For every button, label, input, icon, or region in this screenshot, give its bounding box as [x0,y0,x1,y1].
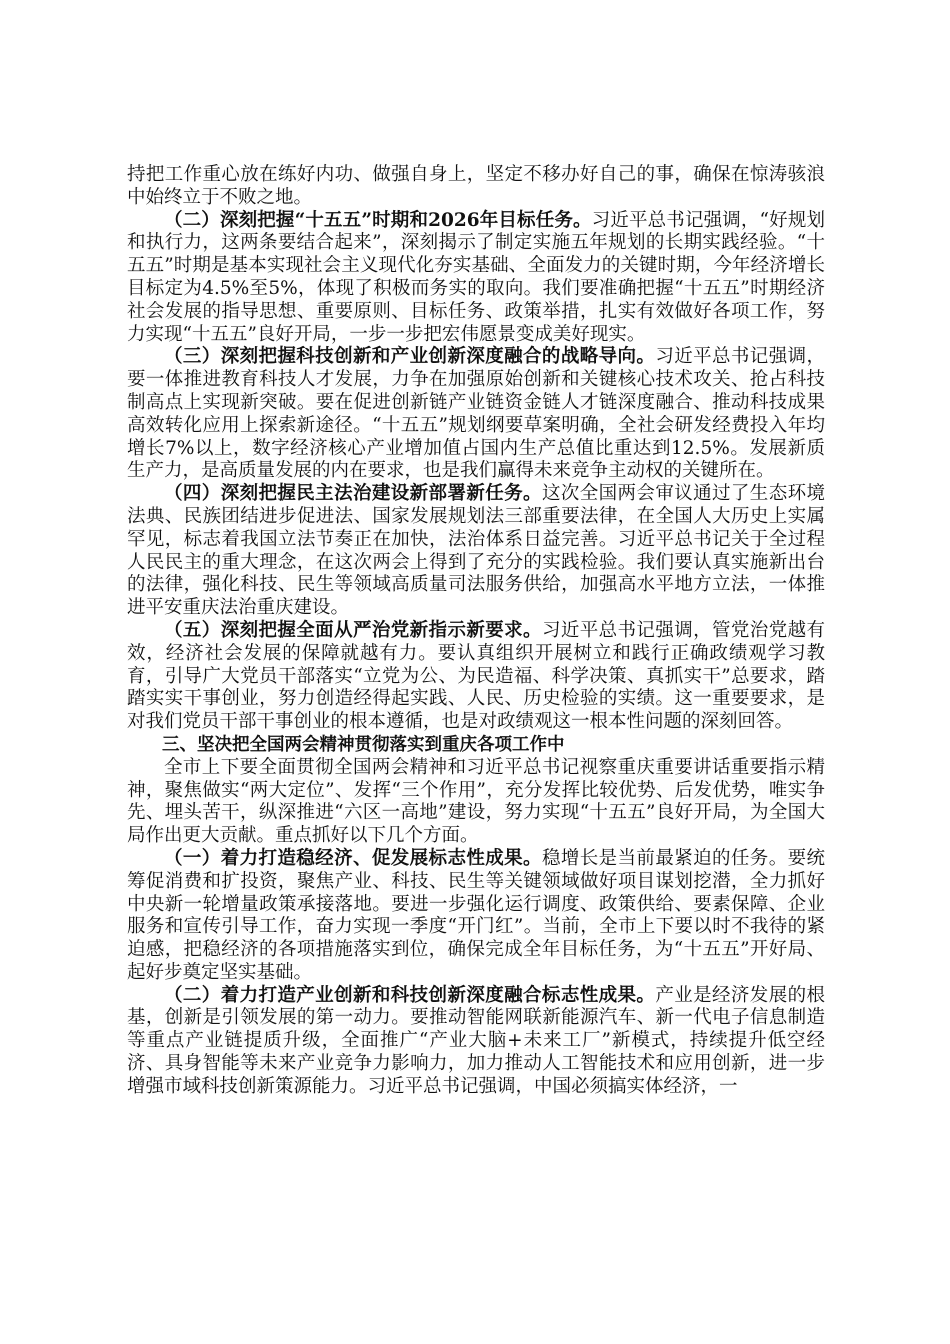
point-2-text: 习近平总书记强调，“好规划和执行力，这两条要结合起来”，深刻揭示了制定实施五年规划的长期实践经验。“十五五”时期是基本实现社会主义现代化夯实基础、全面发力的关键时期，今年经济增长目标定为4.5%至5%，体现了积极而务实的取向。我们要准确把握“十五五”时期经济社会发展的指导思想、重要原则、目标任务、政策举措，扎实有效做好各项工作，努力实现“十五五”良好开局，一步一步把宏伟愿景变成美好现实。 [127,209,825,345]
section-3-point-1-paragraph [127,848,825,985]
point-2-lead: （二）深刻把握“十五五”时期和2026年目标任务。 [164,209,592,231]
section-3-intro-paragraph [127,757,825,848]
continuation-paragraph [127,164,825,210]
section-3-heading: 三、坚决把全国两会精神贯彻落实到重庆各项工作中 [162,734,565,755]
section-3-point-2-paragraph [127,985,825,1099]
section-3-point-1-lead: （一）着力打造稳经济、促发展标志性成果。 [164,847,542,869]
point-4-text: 这次全国两会审议通过了生态环境法典、民族团结进步促进法、国家发展规划法三部重要法律，在全国人大历史上实属罕见，标志着我国立法节奏正在加快，法治体系日益完善。习近平总书记关于全过程人民民主的重大理念，在这次两会上得到了充分的实践检验。我们要认真实施新出台的法律，强化科技、民生等领域高质量司法服务供给，加强高水平地方立法，一体推进平安重庆法治重庆建设。 [127,483,825,619]
point-3-text: 习近平总书记强调，要一体推进教育科技人才发展，力争在加强原始创新和关键核心技术攻关、抢占科技制高点上实现新突破。要在促进创新链产业链资金链人才链深度融合、推动科技成果高效转化应用上探索新途径。“十五五”规划纲要草案明确，全社会研发经费投入年均增长7%以上，数字经济核心产业增加值占国内生产总值比重达到12.5%。发展新质生产力，是高质量发展的内在要求，也是我们赢得未来竞争主动权的关键所在。 [127,346,825,482]
point-5-text: 习近平总书记强调，管党治党越有效，经济社会发展的保障就越有力。要认真组织开展树立和践行正确政绩观学习教育，引导广大党员干部落实“立党为公、为民造福、科学决策、真抓实干”总要求，踏踏实实干事创业，努力创造经得起实践、人民、历史检验的实绩。这一重要要求，是对我们党员干部干事创业的根本遵循，也是对政绩观这一根本性问题的深刻回答。 [127,619,825,733]
point-5-lead: （五）深刻把握全面从严治党新指示新要求。 [164,619,542,641]
point-3-lead: （三）深刻把握科技创新和产业创新深度融合的战略导向。 [164,346,656,368]
point-2-paragraph [127,210,825,347]
section-3-point-1-text: 稳增长是当前最紧迫的任务。要统筹促消费和扩投资，聚焦产业、科技、民生等关键领域做好项目谋划挖潜，全力抓好中央新一轮增量政策承接落地。要进一步强化运行调度、政策供给、要素保障、企业服务和宣传引导工作，奋力实现一季度“开门红”。当前，全市上下要以时不我待的紧迫感，把稳经济的各项措施落实到位，确保完成全年目标任务，为“十五五”开好局、起好步奠定坚实基础。 [127,847,825,983]
paragraph-text: 持把工作重心放在练好内功、做强自身上，坚定不移办好自己的事，确保在惊涛骇浪中始终立于不败之地。 [127,164,825,208]
point-5-paragraph [127,620,825,734]
section-3-point-2-text: 产业是经济发展的根基，创新是引领发展的第一动力。要推动智能网联新能源汽车、新一代电子信息制造等重点产业链提质升级，全面推广“产业大脑+未来工厂”新模式，持续提升低空经济、具身智能等未来产业竞争力影响力，加力推动人工智能技术和应用创新，进一步增强市域科技创新策源能力。习近平总书记强调，中国必须搞实体经济，一 [127,984,825,1097]
document-body [127,164,825,1099]
section-3-point-2-lead: （二）着力打造产业创新和科技创新深度融合标志性成果。 [164,984,656,1006]
point-4-lead: （四）深刻把握民主法治建设新部署新任务。 [164,483,542,505]
section-3-intro-text: 全市上下要全面贯彻全国两会精神和习近平总书记视察重庆重要讲话重要指示精神，聚焦做实“两大定位”、发挥“三个作用”，充分发挥比较优势、后发优势，唯实争先、埋头苦干，纵深推进“六区一高地”建设，努力实现“十五五”良好开局，为全国大局作出更大贡献。重点抓好以下几个方面。 [127,756,825,847]
point-3-paragraph [127,346,825,483]
point-4-paragraph [127,483,825,620]
